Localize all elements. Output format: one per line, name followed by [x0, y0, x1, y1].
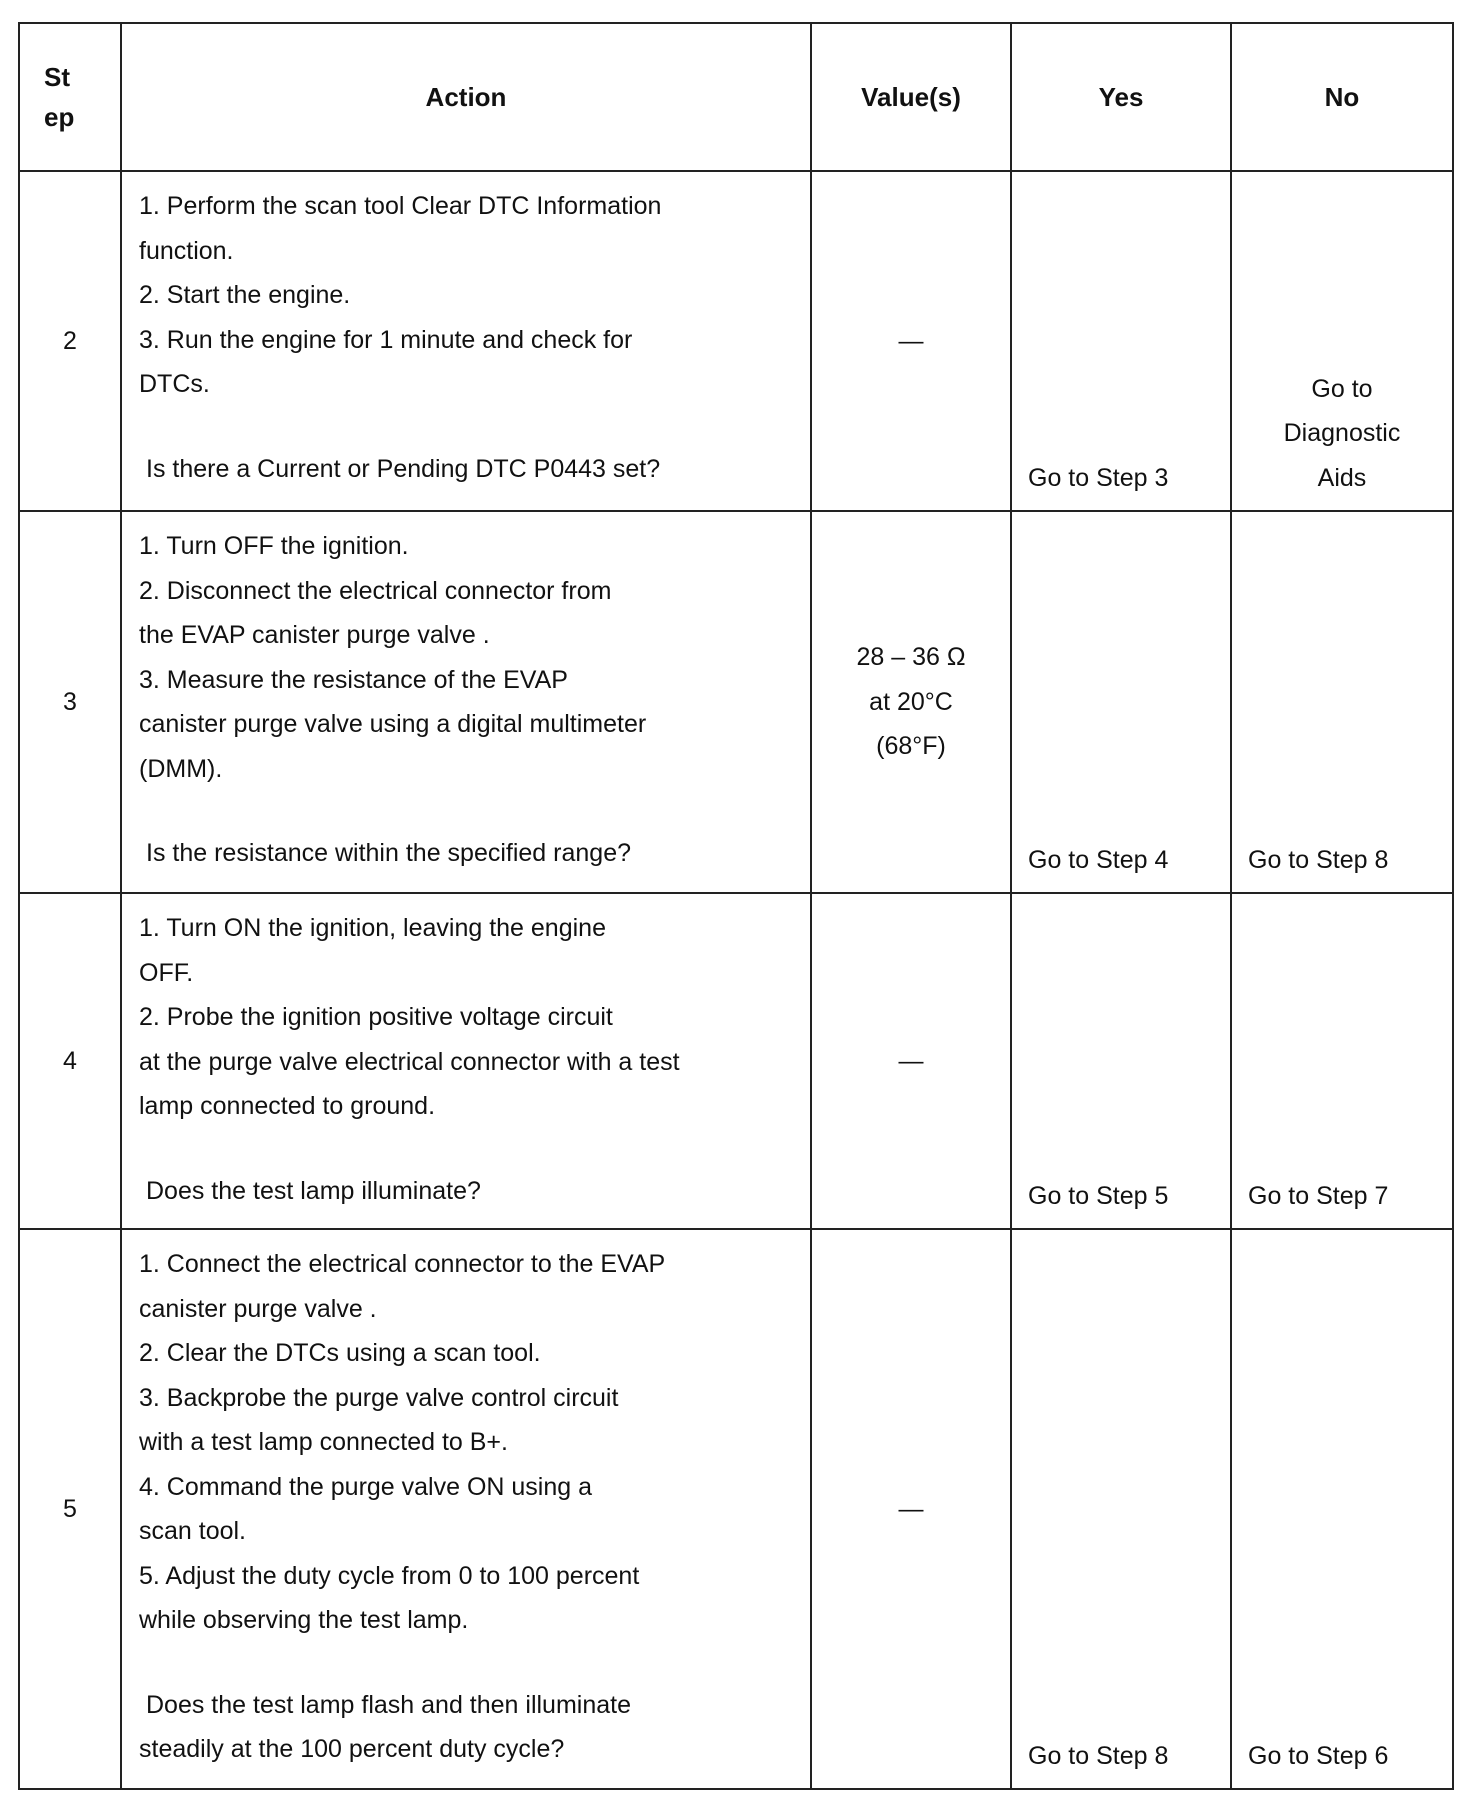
question-text: Is the resistance within the specified range?	[146, 839, 631, 867]
action-line: with a test lamp connected to B+.	[139, 1428, 508, 1456]
header-action: Action	[121, 23, 811, 171]
step-number: 5	[19, 1229, 121, 1789]
yes-cell: Go to Step 5	[1011, 893, 1231, 1229]
action-line: 2. Clear the DTCs using a scan tool.	[139, 1339, 541, 1367]
yes-cell: Go to Step 3	[1011, 171, 1231, 511]
action-line: 5. Adjust the duty cycle from 0 to 100 percent	[139, 1561, 640, 1590]
yes-cell: Go to Step 4	[1011, 511, 1231, 893]
question-text: Does the test lamp illuminate?	[146, 1176, 481, 1205]
table-row	[19, 893, 1453, 1229]
value-cell	[811, 511, 1011, 893]
action-line: 1. Turn OFF the ignition.	[139, 532, 409, 560]
step-number: 3	[19, 511, 121, 893]
action-line: (DMM).	[139, 754, 223, 783]
question-text: Does the test lamp flash and then illuminate	[146, 1690, 631, 1719]
action-line: 3. Measure the resistance of the EVAP	[139, 665, 568, 694]
no-cell: Go to Step 6	[1231, 1229, 1453, 1789]
value-line: at 20°C	[869, 687, 953, 716]
no-line: Go to	[1311, 374, 1373, 403]
table-row	[19, 1229, 1453, 1789]
value-line: (68°F)	[876, 732, 946, 761]
action-line: while observing the test lamp.	[139, 1606, 469, 1634]
question-text: Is there a Current or Pending DTC P0443 set?	[146, 454, 661, 483]
action-cell	[121, 1229, 811, 1789]
action-line: 2. Start the engine.	[139, 281, 351, 309]
step-number: 4	[19, 893, 121, 1229]
table-row	[19, 171, 1453, 511]
diagnostic-table	[18, 22, 1454, 1790]
action-line: 2. Probe the ignition positive voltage circuit	[139, 1003, 613, 1031]
value-cell: —	[811, 893, 1011, 1229]
action-line: the EVAP canister purge valve .	[139, 621, 490, 649]
action-cell	[121, 893, 811, 1229]
value-cell: —	[811, 171, 1011, 511]
table-row	[19, 511, 1453, 893]
header-step-text: St ep	[44, 62, 75, 132]
step-number: 2	[19, 171, 121, 511]
action-line: OFF.	[139, 958, 194, 987]
action-line: canister purge valve .	[139, 1294, 377, 1323]
action-cell	[121, 171, 811, 511]
action-line: 2. Disconnect the electrical connector from	[139, 576, 612, 605]
action-line: lamp connected to ground.	[139, 1092, 436, 1120]
value-cell: —	[811, 1229, 1011, 1789]
action-line: 3. Run the engine for 1 minute and check for	[139, 325, 633, 354]
table-header-row	[19, 23, 1453, 171]
action-line: 1. Turn ON the ignition, leaving the engine	[139, 914, 606, 942]
no-cell: Go to Step 8	[1231, 511, 1453, 893]
no-cell: Go to Step 7	[1231, 893, 1453, 1229]
header-yes: Yes	[1011, 23, 1231, 171]
action-line: 1. Perform the scan tool Clear DTC Information	[139, 192, 662, 220]
question-text: steadily at the 100 percent duty cycle?	[139, 1735, 565, 1763]
action-line: DTCs.	[139, 370, 210, 398]
action-line: scan tool.	[139, 1517, 247, 1545]
header-no: No	[1231, 23, 1453, 171]
action-line: at the purge valve electrical connector with a test	[139, 1047, 680, 1076]
action-line: 3. Backprobe the purge valve control circuit	[139, 1383, 619, 1412]
value-line: 28 – 36 Ω	[856, 643, 966, 672]
no-line: Aids	[1317, 463, 1367, 492]
no-line: Diagnostic	[1283, 419, 1401, 447]
action-cell	[121, 511, 811, 893]
header-values: Value(s)	[811, 23, 1011, 171]
action-line: function.	[139, 236, 234, 265]
header-step	[19, 23, 121, 171]
action-line: 4. Command the purge valve ON using a	[139, 1472, 593, 1501]
action-line: canister purge valve using a digital multimeter	[139, 710, 647, 738]
yes-cell: Go to Step 8	[1011, 1229, 1231, 1789]
action-line: 1. Connect the electrical connector to the EVAP	[139, 1250, 666, 1278]
no-cell	[1231, 171, 1453, 511]
